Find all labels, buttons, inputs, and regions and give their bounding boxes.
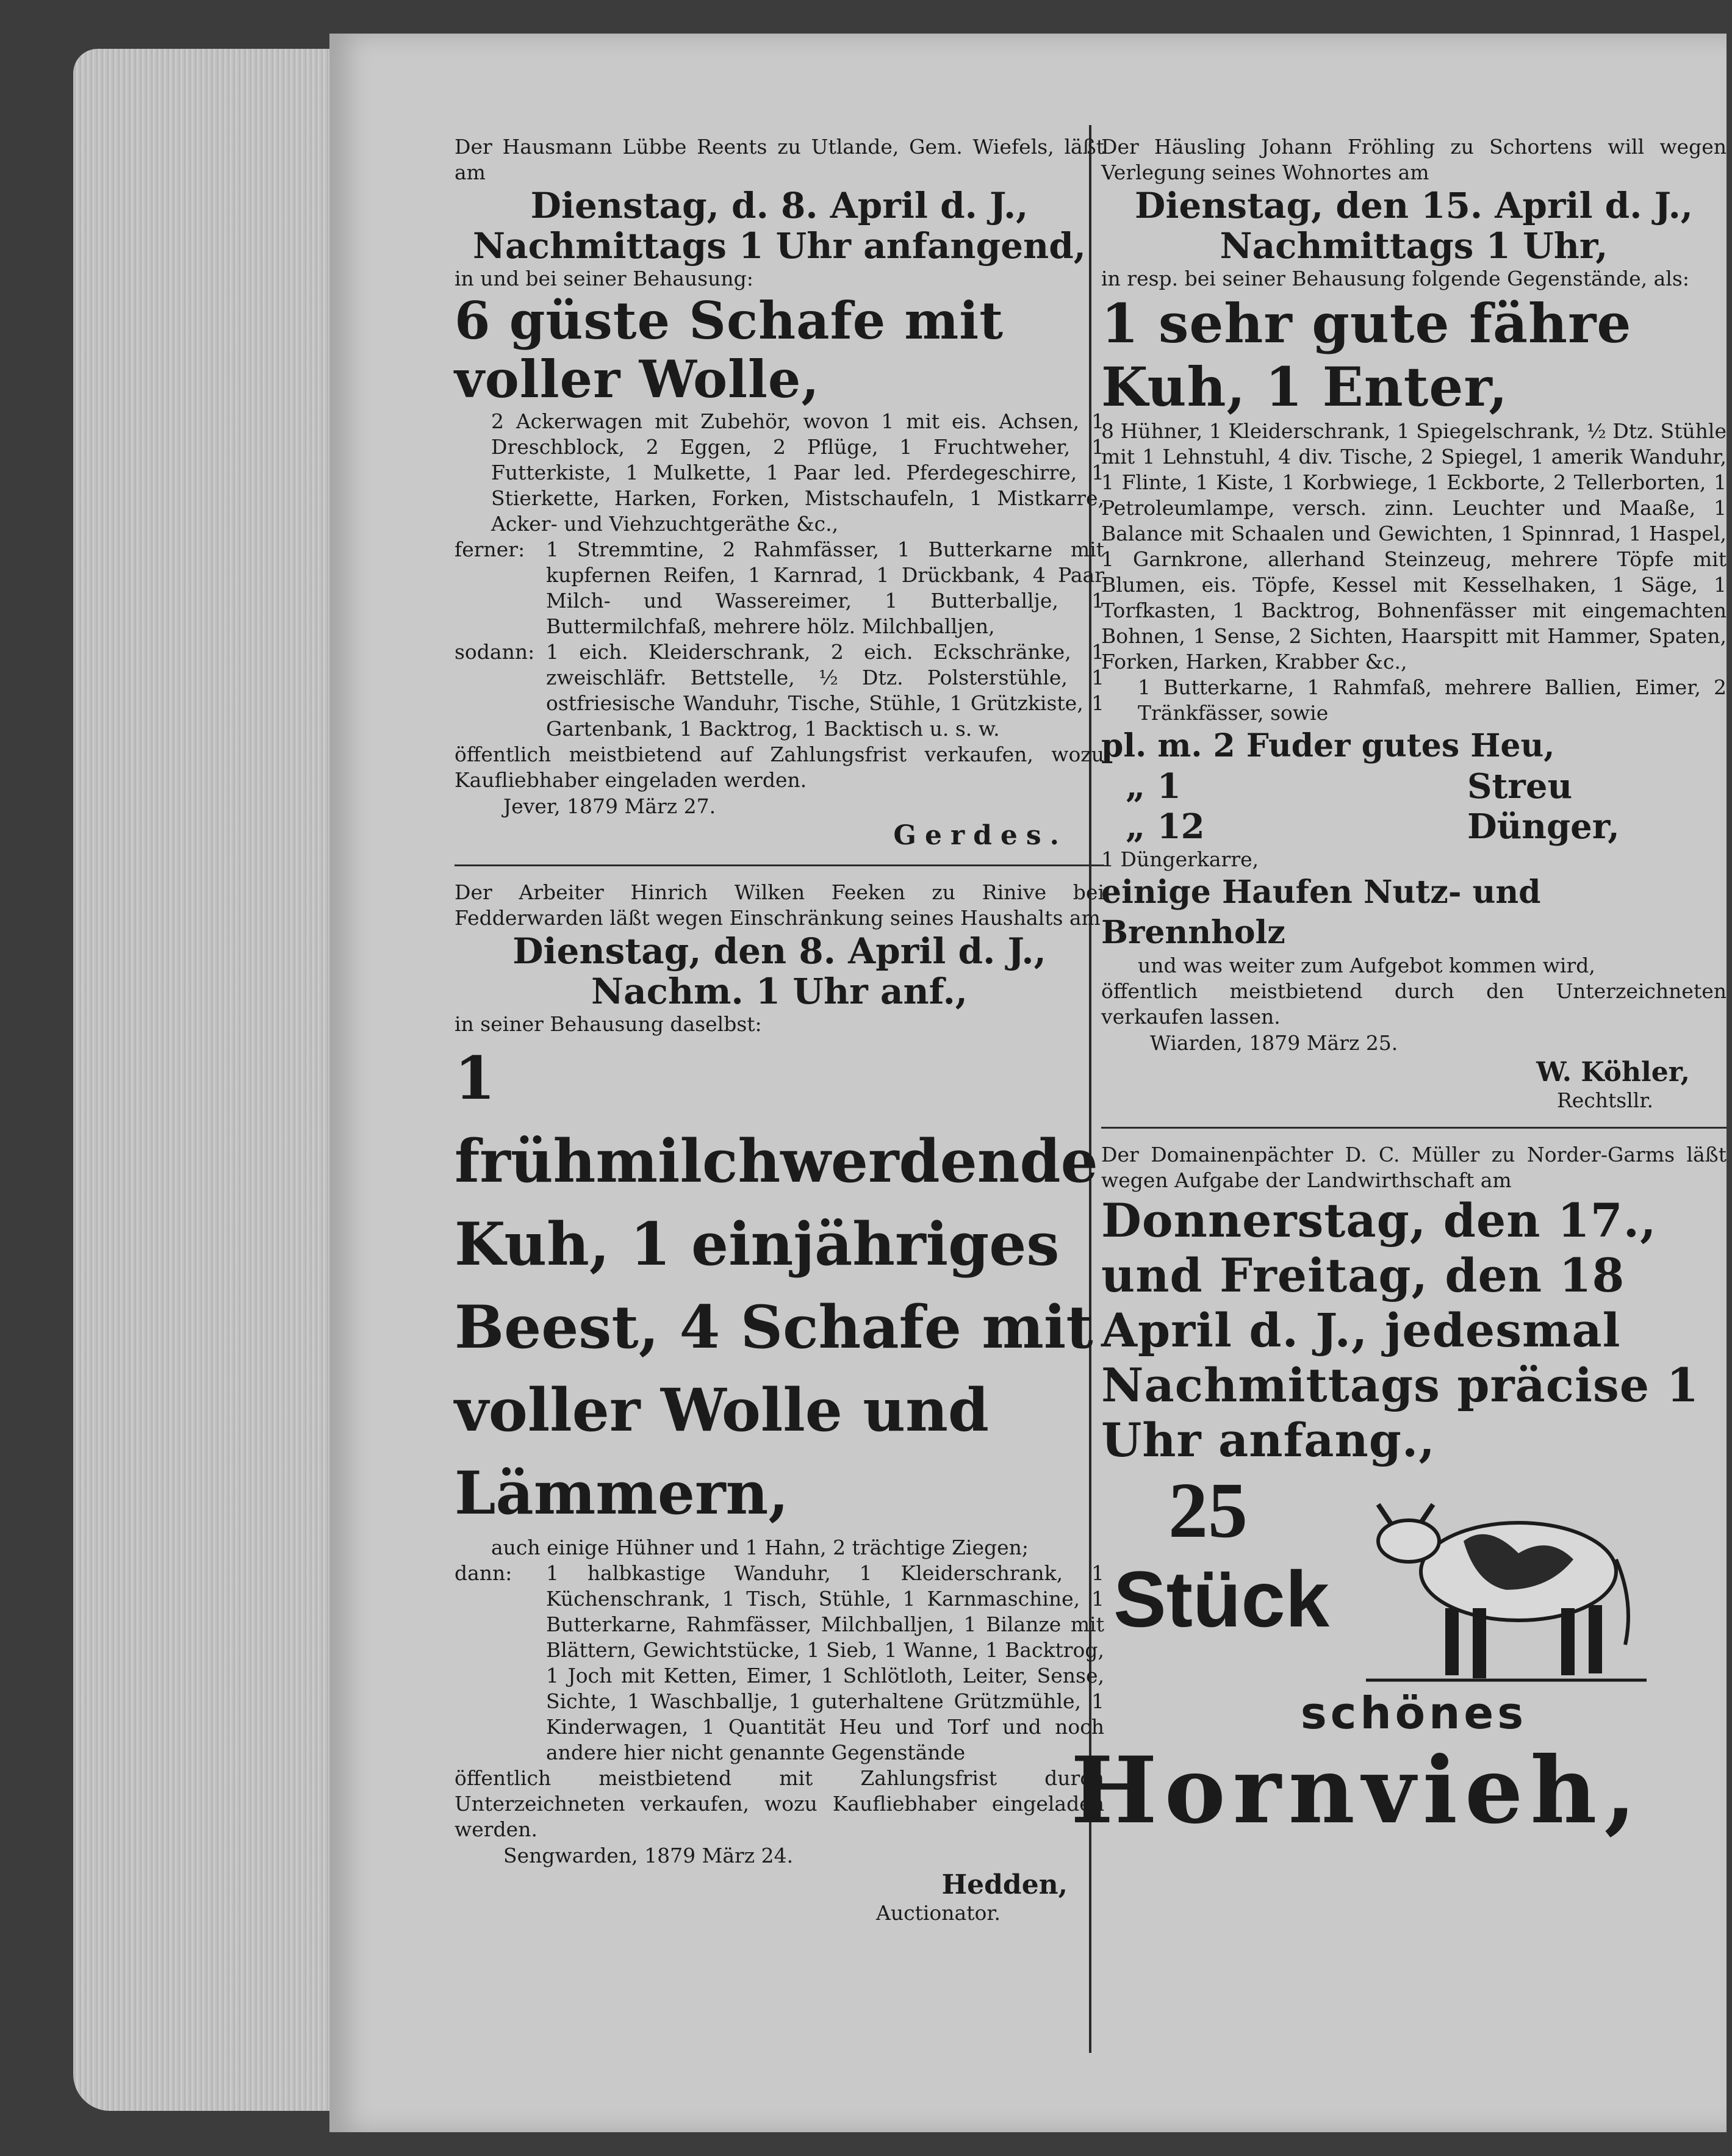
- ad-cart: 1 Düngerkarre,: [1101, 847, 1259, 871]
- section-rule: [1101, 1127, 1727, 1129]
- ad-items-2: 1 Butterkarne, 1 Rahmfaß, mehrere Ballien, Eimer, 2 Tränkfässer, sowie: [1138, 675, 1727, 725]
- ad-intro: Der Häusling Johann Fröhling zu Schortens will wegen Verlegung seines Wohnortes am: [1101, 135, 1727, 184]
- ferner-text: 1 Stremmtine, 2 Rahmfässer, 1 Butterkarne mit kupfernen Reifen, 1 Karnrad, 1 Drückbank, 4 Paar Milch- und Wassereimer, 1 Butterballje, 1 Buttermilchfaß, mehrere hölz. Milchballjen,: [546, 537, 1104, 638]
- ad-place: in resp. bei seiner Behausung folgende Gegenstände, als:: [1101, 267, 1689, 290]
- advertisement-mueller: [1071, 1142, 1727, 1844]
- ad-dann: [455, 1561, 1104, 1766]
- cow-icon: [1366, 1468, 1647, 1687]
- advertisement-feeken: [455, 880, 1104, 1926]
- advertisement-reents: [455, 134, 1104, 851]
- ad-intro: Der Hausmann Lübbe Reents zu Utlande, Gem. Wiefels, läßt am: [455, 135, 1104, 184]
- cattle-count-block: [1101, 1468, 1329, 1645]
- ad-date: Dienstag, d. 8. April d. J., Nachmittags 1 Uhr anfangend,: [473, 185, 1086, 267]
- cattle-stueck: Stück: [1113, 1554, 1330, 1644]
- cattle-number: 25: [1168, 1467, 1248, 1554]
- ad-intro: Der Arbeiter Hinrich Wilken Feeken zu Rinive bei Fedderwarden läßt wegen Einschränkung seines Haushalts am: [455, 880, 1104, 930]
- ad-also: auch einige Hühner und 1 Hahn, 2 trächtige Ziegen;: [491, 1536, 1029, 1559]
- ad-headline: 6 güste Schafe mit voller Wolle,: [455, 290, 1004, 409]
- left-column: [455, 134, 1104, 1926]
- ad-date: Donnerstag, den 17., und Freitag, den 18 April d. J., jedesmal Nachmittags präcise 1 Uhr anfang.,: [1101, 1193, 1700, 1467]
- ad-dateline: Wiarden, 1879 März 25.: [1150, 1031, 1398, 1055]
- sodann-text: 1 eich. Kleiderschrank, 2 eich. Eckschränke, 1 zweischläfr. Bettstelle, ½ Dtz. Polsterstühle, 1 ostfriesische Wanduhr, Tische, Stühle, 1 Grützkiste, 1 Gartenbank, 1 Backtrog, 1 Backtisch u. s. w.: [546, 640, 1104, 741]
- ad-items: 8 Hühner, 1 Kleiderschrank, 1 Spiegelschrank, ½ Dtz. Stühle mit 1 Lehnstuhl, 4 div. Tische, 2 Spiegel, 1 amerik Wanduhr, 1 Flinte, 1 Kiste, 1 Korbwiege, 1 Eckborte, 2 Tellerborten, 1 Petroleumlampe, versch. zinn. Leuchter und Maaße, 1 Balance mit Schaalen und Gewichten, 1 Spinnrad, 1 Haspel, 1 Garnkrone, allerhand Steinzeug, mehrere Töpfe mit Blumen, eis. Töpfe, Kessel mit Kesselhaken, 1 Säge, 1 Torfkasten, 1 Backtrog, Bohnenfässer mit eingemachten Bohnen, 1 Sense, 2 Sichten, Haarspitt mit Hammer, Spaten, Forken, Harken, Krabber &c.,: [1101, 419, 1727, 674]
- ditto-word: Streu: [1467, 766, 1573, 807]
- right-column: [1071, 134, 1727, 1844]
- book-page-edges: [73, 49, 342, 2111]
- ad-sodann: [455, 639, 1104, 742]
- ad-intro: Der Domainenpächter D. C. Müller zu Norder-Garms läßt wegen Aufgabe der Landwirthschaft am: [1101, 1143, 1727, 1192]
- dann-label: dann:: [455, 1561, 512, 1585]
- ad-headline: 1 sehr gute fähre Kuh, 1 Enter,: [1101, 292, 1632, 419]
- ad-title: Rechtsllr.: [1556, 1088, 1653, 1112]
- ad-date: Dienstag, den 8. April d. J., Nachm. 1 Uhr anf.,: [512, 930, 1046, 1012]
- ad-dateline: Sengwarden, 1879 März 24.: [503, 1844, 794, 1867]
- ad-place: in seiner Behausung daselbst:: [455, 1012, 762, 1036]
- newspaper-page: [329, 34, 1727, 2132]
- ad-ferner: [455, 537, 1104, 639]
- ad-closing: öffentlich meistbietend auf Zahlungsfrist verkaufen, wozu Kaufliebhaber eingeladen werden.: [455, 742, 1104, 792]
- ditto-word: Dünger,: [1467, 807, 1620, 847]
- ad-items: 2 Ackerwagen mit Zubehör, wovon 1 mit eis. Achsen, 1 Dreschblock, 2 Eggen, 2 Pflüge, 1 Fruchtweher, 1 Futterkiste, 1 Mulkette, 1 Paar led. Pferdegeschirre, 1 Stierkette, Harken, Forken, Mistschaufeln, 1 Mistkarre, Acker- und Viehzuchtgeräthe &c.,: [491, 409, 1104, 536]
- advertisement-froehling: [1101, 134, 1727, 1113]
- ditto-number: „ 1: [1126, 766, 1181, 807]
- ad-date: Dienstag, den 15. April d. J., Nachmittags 1 Uhr,: [1135, 185, 1693, 267]
- ad-closing: öffentlich meistbietend mit Zahlungsfrist durch Unterzeichneten verkaufen, wozu Kaufliebhaber eingeladen werden.: [455, 1766, 1104, 1841]
- cattle-block: [1101, 1468, 1727, 1687]
- ad-signature: Hedden,: [941, 1869, 1068, 1900]
- ad-dateline: Jever, 1879 März 27.: [503, 794, 716, 818]
- ad-headline: 1 frühmilchwerdende Kuh, 1 einjähriges Beest, 4 Schafe mit voller Wolle und Lämmern,: [455, 1044, 1098, 1528]
- ad-signature: W. Köhler,: [1536, 1057, 1690, 1088]
- dann-text: 1 halbkastige Wanduhr, 1 Kleiderschrank, 1 Küchenschrank, 1 Tisch, Stühle, 1 Karnmaschine, 1 Butterkarne, Rahmfässer, Milchballjen, 1 Bilanze mit Blättern, Gewichtstücke, 1 Sieb, 1 Wanne, 1 Backtrog, 1 Joch mit Ketten, Eimer, 1 Schlötloth, Leiter, Sense, Sichte, 1 Waschballje, 1 guterhaltene Grützmühle, 1 Kinderwagen, 1 Quantität Heu und Torf und noch andere hier nicht genannte Gegenstände: [546, 1561, 1104, 1764]
- section-rule: [455, 864, 1104, 866]
- ad-place: in und bei seiner Behausung:: [455, 267, 753, 290]
- ditto-number: „ 12: [1126, 807, 1205, 847]
- sodann-label: sodann:: [455, 640, 535, 664]
- ad-closing: öffentlich meistbietend durch den Unterzeichneten verkaufen lassen.: [1101, 979, 1727, 1029]
- cattle-hornvieh: Hornvieh,: [1071, 1737, 1644, 1844]
- ad-hay: pl. m. 2 Fuder gutes Heu,: [1101, 727, 1555, 764]
- ad-signature: Gerdes.: [893, 820, 1068, 851]
- ad-ditto-dung: [1101, 807, 1727, 847]
- ad-wood: einige Haufen Nutz- und Brennholz: [1101, 874, 1541, 951]
- cattle-schoenes: schönes: [1300, 1687, 1528, 1739]
- ad-ditto-straw: [1101, 766, 1727, 807]
- ad-also: und was weiter zum Aufgebot kommen wird,: [1138, 954, 1595, 977]
- ad-title: Auctionator.: [876, 1901, 1001, 1925]
- ferner-label: ferner:: [455, 537, 525, 561]
